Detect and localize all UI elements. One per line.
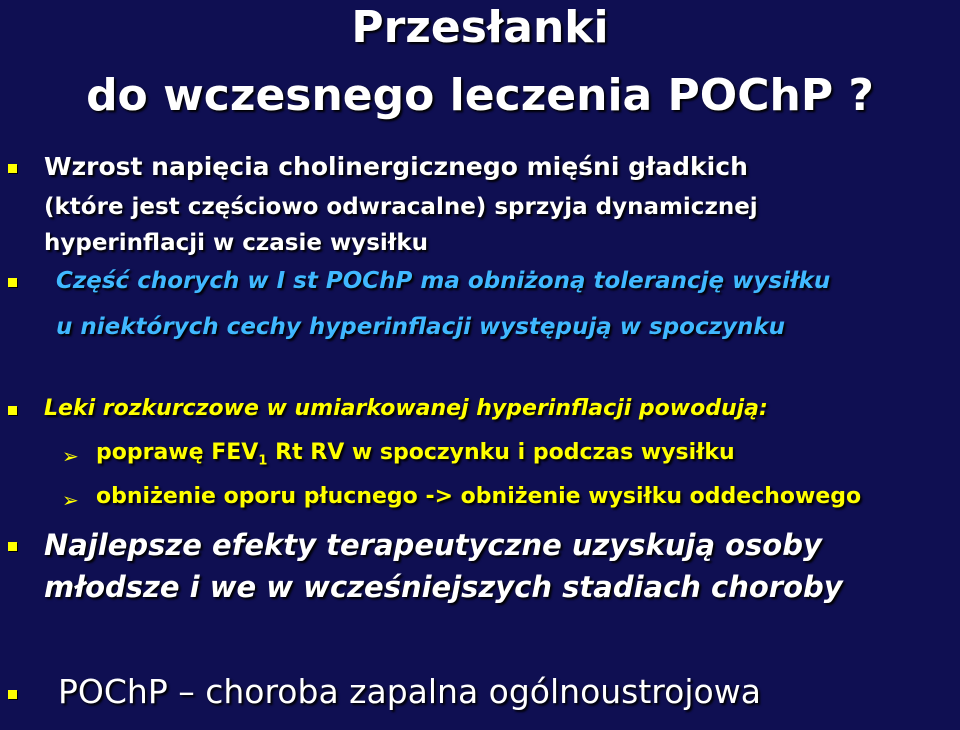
bullet2-line-2: u niektórych cechy hyperinflacji występują w spoczynku <box>56 314 786 340</box>
bullet1-line-3: hyperinflacji w czasie wysiłku <box>44 230 429 256</box>
bullet1-line-2: (które jest częściowo odwracalne) sprzyja dynamicznej <box>44 194 758 220</box>
bullet-square-icon <box>8 406 17 415</box>
bullet3-subitem-1 <box>96 440 735 468</box>
bullet-square-icon <box>8 278 17 287</box>
bullet3-subitem-1-subscript: 1 <box>258 453 268 469</box>
bullet2-line-1: Część chorych w I st POChP ma obniżoną tolerancję wysiłku <box>56 268 831 294</box>
bullet3-subitem-1-pre: poprawę FEV <box>96 440 259 465</box>
bullet-square-icon <box>8 690 17 699</box>
bullet5-line-1: POChP – choroba zapalna ogólnoustrojowa <box>58 672 761 711</box>
slide-title-line-1: Przesłanki <box>351 2 609 53</box>
bullet3-subitem-2: obniżenie oporu płucnego -> obniżenie wysiłku oddechowego <box>96 484 862 509</box>
bullet1-line-1: Wzrost napięcia cholinergicznego mięśni gładkich <box>44 152 748 181</box>
bullet3-line-1: Leki rozkurczowe w umiarkowanej hyperinflacji powodują: <box>44 396 768 421</box>
bullet-square-icon <box>8 164 17 173</box>
arrow-bullet-icon: ➢ <box>62 444 79 468</box>
arrow-bullet-icon: ➢ <box>62 488 79 512</box>
slide-title-line-2: do wczesnego leczenia POChP ? <box>86 70 874 121</box>
bullet4-line-2: młodsze i we w wcześniejszych stadiach choroby <box>44 570 843 604</box>
bullet3-subitem-1-post: Rt RV w spoczynku i podczas wysiłku <box>267 440 735 465</box>
bullet4-line-1: Najlepsze efekty terapeutyczne uzyskują osoby <box>44 528 822 562</box>
bullet-square-icon <box>8 542 17 551</box>
